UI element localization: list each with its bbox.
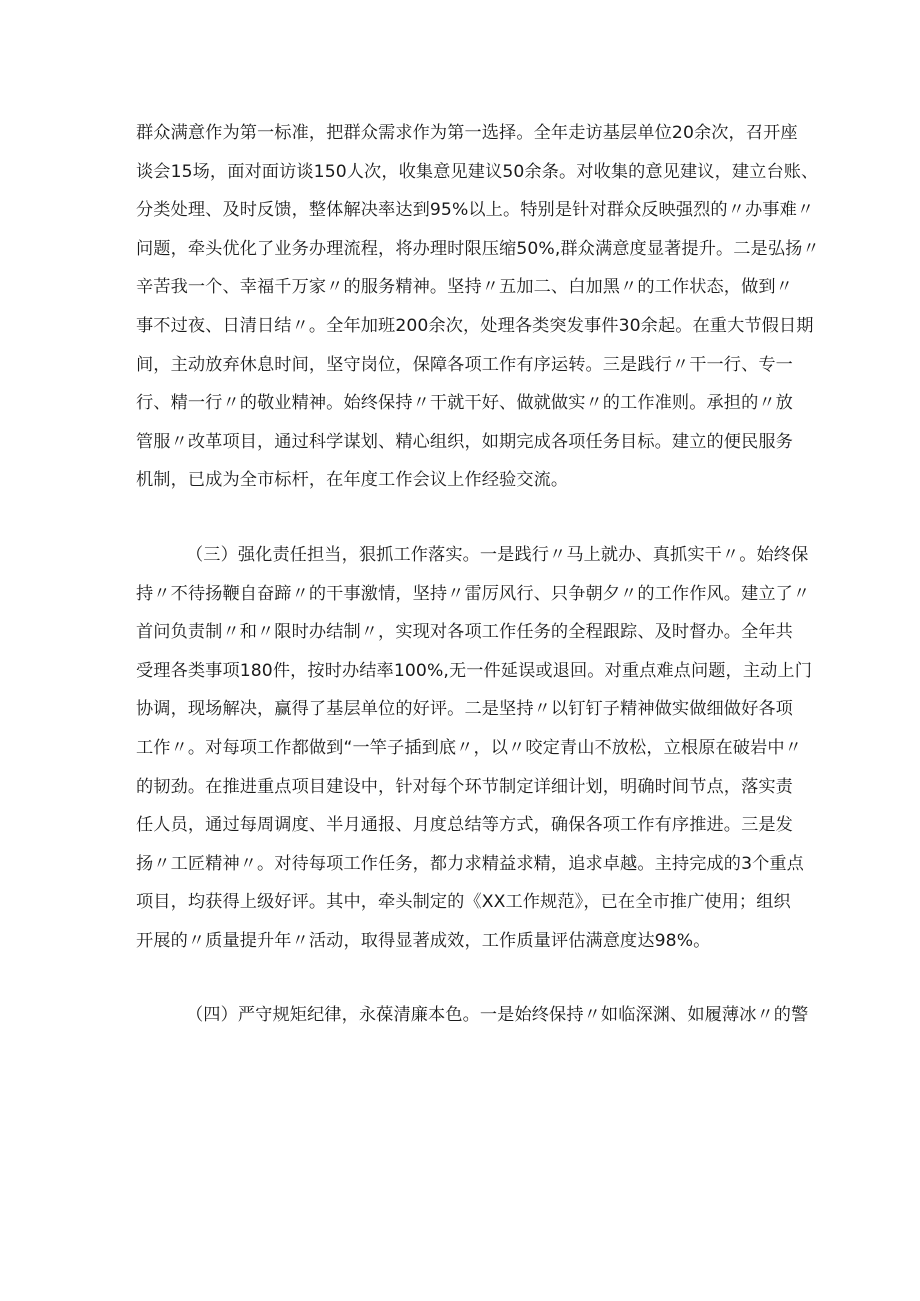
text-line: 项目，均获得上级好评。其中，牵头制定的《XX工作规范》，已在全市推广使用；组织 (136, 892, 791, 913)
text-line: 任人员，通过每周调度、半月通报、月度总结等方式，确保各项工作有序推进。三是发 (136, 815, 793, 836)
text-line: 分类处理、及时反馈，整体解决率达到95%以上。特别是针对群众反映强烈的〃办事难〃 (136, 200, 815, 221)
paragraph-spacer (136, 960, 788, 996)
text-line: 谈会15场，面对面访谈150人次，收集意见建议50余条。对收集的意见建议，建立台账、 (136, 161, 819, 182)
text-line-last: 机制，已成为全市标杆，在年度工作会议上作经验交流。 (136, 470, 569, 491)
paragraph-continued (136, 114, 820, 500)
text-line: 辛苦我一个、幸福千万家〃的服务精神。坚持〃五加二、白加黑〃的工作状态，做到〃 (136, 277, 793, 298)
text-line: 工作〃。对每项工作都做到“一竿子插到底〃，以〃咬定青山不放松，立根原在破岩中〃 (136, 737, 802, 758)
text-line: 事不过夜、日清日结〃。全年加班200余次，处理各类突发事件30余起。在重大节假日期 (136, 315, 814, 336)
document-body (136, 114, 820, 1035)
paragraph-section-3 (136, 536, 812, 961)
text-line: 协调，现场解决，赢得了基层单位的好评。二是坚持〃以钉钉子精神做实做细做好各项 (136, 699, 793, 720)
paragraph-spacer (136, 500, 788, 536)
text-line-last: 开展的〃质量提升年〃活动，取得显著成效，工作质量评估满意度达98%。 (136, 930, 711, 951)
text-line: 的韧劲。在推进重点项目建设中，针对每个环节制定详细计划，明确时间节点，落实责 (136, 776, 793, 797)
text-line: 行、精一行〃的敬业精神。始终保持〃干就干好、做就做实〃的工作准则。承担的〃放 (136, 393, 793, 414)
text-line: 扬〃工匠精神〃。对待每项工作任务，都力求精益求精，追求卓越。主持完成的3个重点 (136, 853, 804, 874)
text-line: 问题，牵头优化了业务办理流程，将办理时限压缩50%,群众满意度显著提升。二是弘扬〃 (136, 238, 820, 259)
paragraph-section-4 (136, 996, 809, 1035)
text-line-first: （四）严守规矩纪律，永葆清廉本色。一是始终保持〃如临深渊、如履薄冰〃的警 (186, 1005, 809, 1026)
text-line: 群众满意作为第一标准，把群众需求作为第一选择。全年走访基层单位20余次，召开座 (136, 123, 798, 143)
text-line: 受理各类事项180件，按时办结率100%,无一件延误或退回。对重点难点问题，主动上门 (136, 660, 812, 681)
text-line: 管服〃改革项目，通过科学谋划、精心组织，如期完成各项任务目标。建立的便民服务 (136, 431, 793, 452)
text-line: 持〃不待扬鞭自奋蹄〃的干事激情，坚持〃雷厉风行、只争朝夕〃的工作作风。建立了〃 (136, 583, 811, 604)
text-line: 首问负责制〃和〃限时办结制〃，实现对各项工作任务的全程跟踪、及时督办。全年共 (136, 622, 793, 643)
text-line-first: （三）强化责任担当，狠抓工作落实。一是践行〃马上就办、真抓实干〃。始终保 (186, 544, 809, 565)
text-line: 间，主动放弃休息时间，坚守岗位，保障各项工作有序运转。三是践行〃干一行、专一 (136, 354, 793, 375)
